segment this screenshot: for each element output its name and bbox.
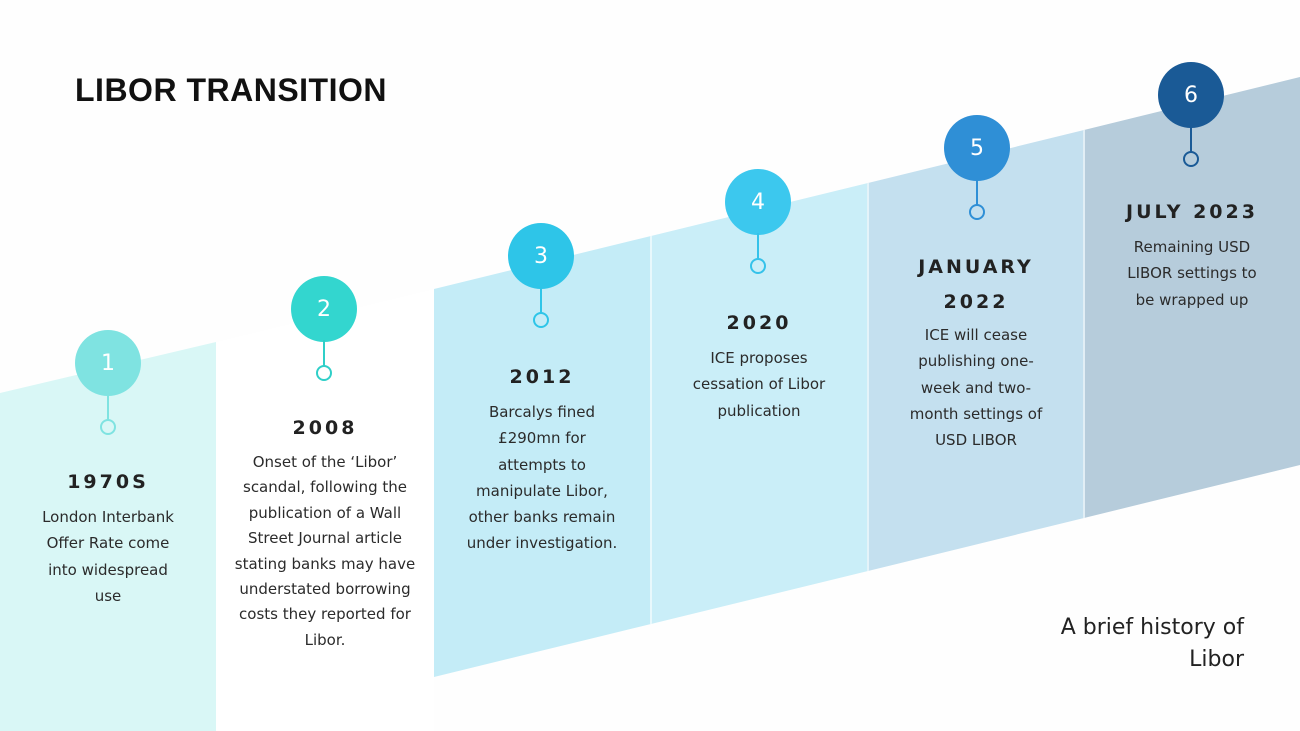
event-description (220, 450, 430, 653)
pin-ring (969, 204, 985, 220)
event-description (8, 504, 208, 609)
pin-stem (757, 233, 759, 259)
pin-stem (107, 394, 109, 420)
desc-line: USD LIBOR (935, 431, 1017, 450)
step-number-badge: 1 (75, 330, 141, 396)
timeline-pin-4 (724, 169, 794, 279)
desc-line: ICE will cease (924, 326, 1028, 344)
event-2012 (438, 360, 646, 557)
step-number-badge: 6 (1158, 62, 1224, 128)
event-1970s (8, 465, 208, 609)
desc-line: Onset of the ‘Libor’ (252, 453, 398, 471)
desc-line: Offer Rate come (46, 534, 170, 553)
pin-stem (323, 340, 325, 366)
event-description (1088, 234, 1296, 313)
pin-ring (533, 312, 549, 328)
desc-line: week and two- (920, 378, 1032, 397)
event-year (872, 250, 1080, 320)
desc-line: Barcalys fined (488, 403, 596, 421)
desc-line: be wrapped up (1135, 290, 1249, 309)
timeline-pin-1 (74, 330, 144, 440)
desc-line: £290mn for (498, 429, 586, 448)
desc-line: attempts to (498, 455, 586, 474)
subtitle (1061, 612, 1244, 676)
desc-line: understated borrowing (239, 580, 411, 599)
desc-line: publication of a Wall (248, 503, 402, 522)
event-year: 1970S (67, 471, 149, 493)
desc-line: LIBOR settings to (1127, 264, 1257, 283)
pin-stem (976, 179, 978, 205)
timeline-pin-5 (943, 115, 1013, 225)
desc-line: costs they reported for (239, 605, 411, 624)
desc-line: under investigation. (466, 534, 618, 553)
event-year: 2020 (726, 312, 792, 334)
desc-line: Libor. (304, 630, 346, 649)
desc-line: use (94, 586, 122, 605)
pin-ring (316, 365, 332, 381)
timeline-pin-2 (290, 276, 360, 386)
step-number-badge: 5 (944, 115, 1010, 181)
timeline-pin-3 (507, 223, 577, 333)
page-title: LIBOR TRANSITION (75, 72, 387, 108)
event-january-2022 (872, 250, 1080, 453)
desc-line: publishing one- (918, 352, 1034, 371)
step-number-badge: 4 (725, 169, 791, 235)
event-year: 2012 (509, 366, 575, 388)
desc-line: cessation of Libor (692, 375, 826, 394)
pin-stem (1190, 126, 1192, 152)
pin-ring (100, 419, 116, 435)
desc-line: into widespread (48, 560, 168, 579)
event-year: 2008 (292, 417, 358, 439)
desc-line: month settings of (909, 404, 1043, 423)
desc-line: London Interbank (42, 508, 174, 526)
desc-line: Remaining USD (1133, 238, 1251, 256)
step-number-badge: 3 (508, 223, 574, 289)
desc-line: manipulate Libor, (476, 481, 608, 500)
desc-line: stating banks may have (234, 554, 416, 573)
desc-line: Street Journal article (247, 529, 403, 548)
subtitle-line: A brief history of (1060, 615, 1244, 640)
timeline-pin-6 (1157, 62, 1227, 172)
pin-ring (750, 258, 766, 274)
event-year: JULY 2023 (1126, 201, 1258, 223)
event-description (872, 322, 1080, 453)
desc-line: scandal, following the (243, 478, 407, 497)
step-number-badge: 2 (291, 276, 357, 342)
event-description (438, 399, 646, 557)
event-july-2023 (1088, 195, 1296, 313)
subtitle-line: Libor (1189, 647, 1244, 672)
event-description (655, 345, 863, 424)
pin-stem (540, 287, 542, 313)
desc-line: publication (717, 401, 801, 420)
event-year-line: JANUARY (918, 256, 1034, 278)
event-2008 (220, 411, 430, 653)
event-year-line: 2022 (943, 291, 1009, 313)
desc-line: ICE proposes (710, 349, 808, 367)
event-2020 (655, 306, 863, 424)
pin-ring (1183, 151, 1199, 167)
desc-line: other banks remain (468, 508, 616, 527)
